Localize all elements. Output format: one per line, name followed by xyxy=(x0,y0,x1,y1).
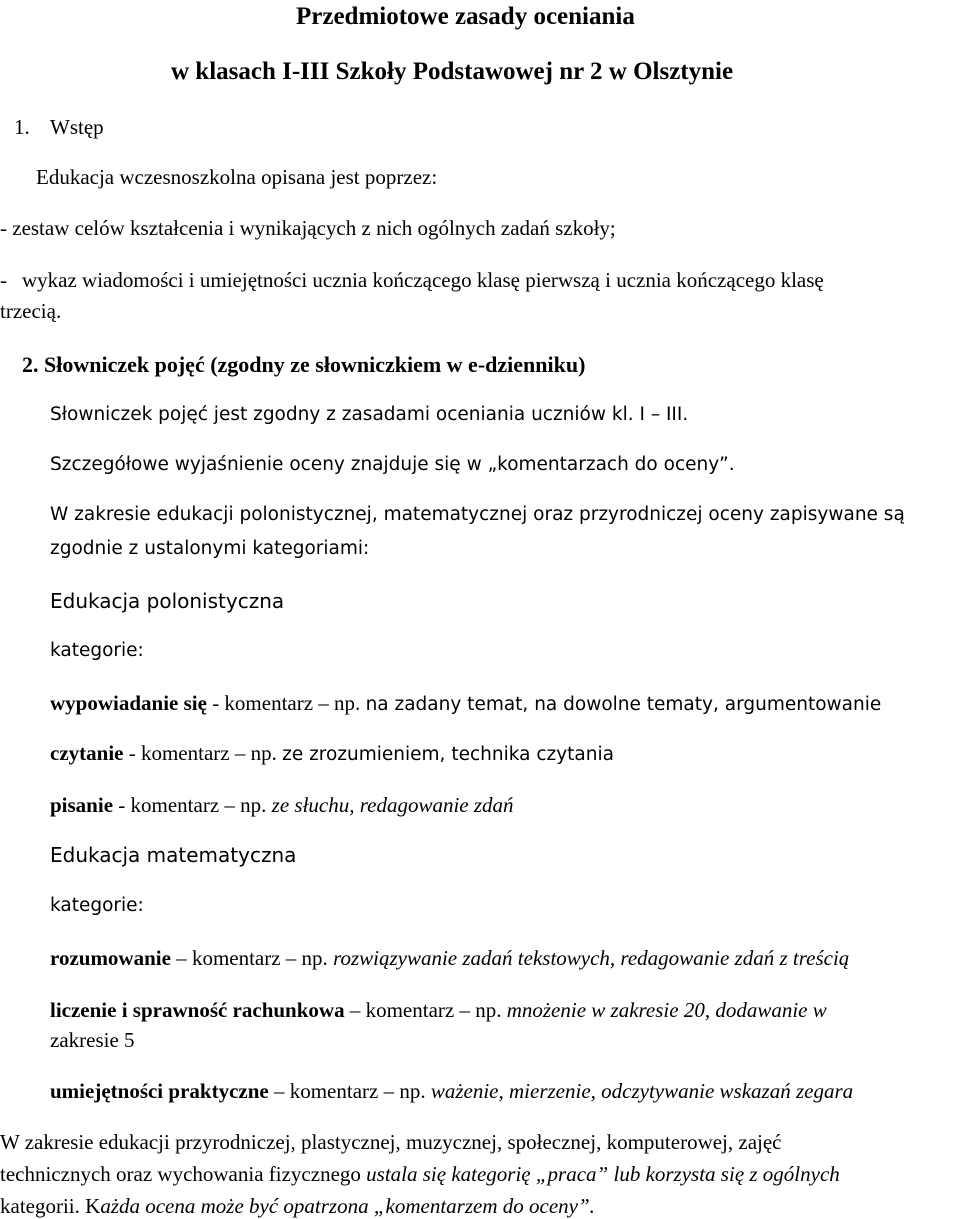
closing-line-2 xyxy=(0,1161,840,1187)
comment-separator: - komentarz – np. xyxy=(113,793,272,817)
comment-separator: – komentarz – np. xyxy=(268,1079,431,1103)
section-2-paragraph-3-line-1: W zakresie edukacji polonistycznej, matematycznej oraz przyrodniczej oceny zapisywane są xyxy=(50,504,905,525)
closing-line-3-italic: ażda ocena może być opatrzona „komentarzem do oceny”. xyxy=(100,1194,595,1218)
category-name: rozumowanie xyxy=(50,946,171,970)
polish-row-speaking xyxy=(50,690,881,718)
section-2-paragraph-1: Słowniczek pojęć jest zgodny z zasadami oceniania uczniów kl. I – III. xyxy=(50,404,689,425)
list-item-2-line-1: wykaz wiadomości i umiejętności ucznia kończącego klasę pierwszą i ucznia kończącego klasę xyxy=(22,268,824,292)
category-description: na zadany temat, na dowolne tematy, argumentowanie xyxy=(365,694,882,715)
section-1-heading: Wstęp xyxy=(50,115,104,139)
intro-text: Edukacja wczesnoszkolna opisana jest poprzez: xyxy=(36,165,438,189)
title-line-1: Przedmiotowe zasady oceniania xyxy=(296,3,635,30)
category-name: pisanie xyxy=(50,793,114,817)
comment-separator: – komentarz – np. xyxy=(170,946,334,970)
category-name: liczenie i sprawność rachunkowa xyxy=(50,998,345,1022)
category-name: wypowiadanie się xyxy=(50,691,207,715)
comment-separator: - komentarz – np. xyxy=(206,691,366,715)
polish-row-reading xyxy=(50,740,614,768)
section-2-paragraph-3-line-2: zgodnie z ustalonymi kategoriami: xyxy=(50,538,370,559)
math-row-practical xyxy=(50,1078,853,1104)
comment-separator: - komentarz – np. xyxy=(123,741,283,765)
polish-heading: Edukacja polonistyczna xyxy=(50,589,285,613)
category-name: czytanie xyxy=(50,741,124,765)
math-heading: Edukacja matematyczna xyxy=(50,843,297,867)
polish-row-writing xyxy=(50,792,514,818)
category-description: ze słuchu, redagowanie zdań xyxy=(271,793,514,817)
category-name: umiejętności praktyczne xyxy=(50,1079,269,1103)
category-description: ważenie, mierzenie, odczytywanie wskazań zegara xyxy=(430,1079,854,1103)
closing-line-3 xyxy=(0,1193,595,1219)
polish-categories-label: kategorie: xyxy=(50,640,144,661)
closing-line-2-italic: ustala się kategorię „praca” lub korzysta się z ogólnych xyxy=(366,1162,840,1186)
math-row-reasoning xyxy=(50,945,849,971)
section-2-paragraph-2: Szczegółowe wyjaśnienie oceny znajduje się w „komentarzach do oceny”. xyxy=(50,454,735,475)
section-1-number: 1. xyxy=(14,115,30,139)
comment-separator: – komentarz – np. xyxy=(344,998,507,1022)
category-description: mnożenie w zakresie 20, dodawanie w xyxy=(506,998,827,1022)
title-line-2: w klasach I-III Szkoły Podstawowej nr 2 w Olsztynie xyxy=(171,58,734,85)
closing-line-3-plain: kategorii. K xyxy=(0,1194,101,1218)
list-item-2-line-2: trzecią. xyxy=(0,299,62,323)
section-2-heading: 2. Słowniczek pojęć (zgodny ze słowniczkiem w e-dzienniku) xyxy=(22,352,586,377)
math-categories-label: kategorie: xyxy=(50,895,144,916)
category-description: rozwiązywanie zadań tekstowych, redagowanie zdań z treścią xyxy=(333,946,850,970)
list-item-2-dash: - xyxy=(0,268,7,292)
math-row-calculation xyxy=(50,997,827,1023)
list-item-1: - zestaw celów kształcenia i wynikających z nich ogólnych zadań szkoły; xyxy=(0,216,616,240)
math-row-calculation-continued: zakresie 5 xyxy=(50,1028,135,1052)
closing-line-2-plain: technicznych oraz wychowania fizycznego xyxy=(0,1162,367,1186)
closing-line-1: W zakresie edukacji przyrodniczej, plastycznej, muzycznej, społecznej, komputerowej, zajęć xyxy=(0,1130,782,1154)
category-description: ze zrozumieniem, technika czytania xyxy=(282,744,614,765)
